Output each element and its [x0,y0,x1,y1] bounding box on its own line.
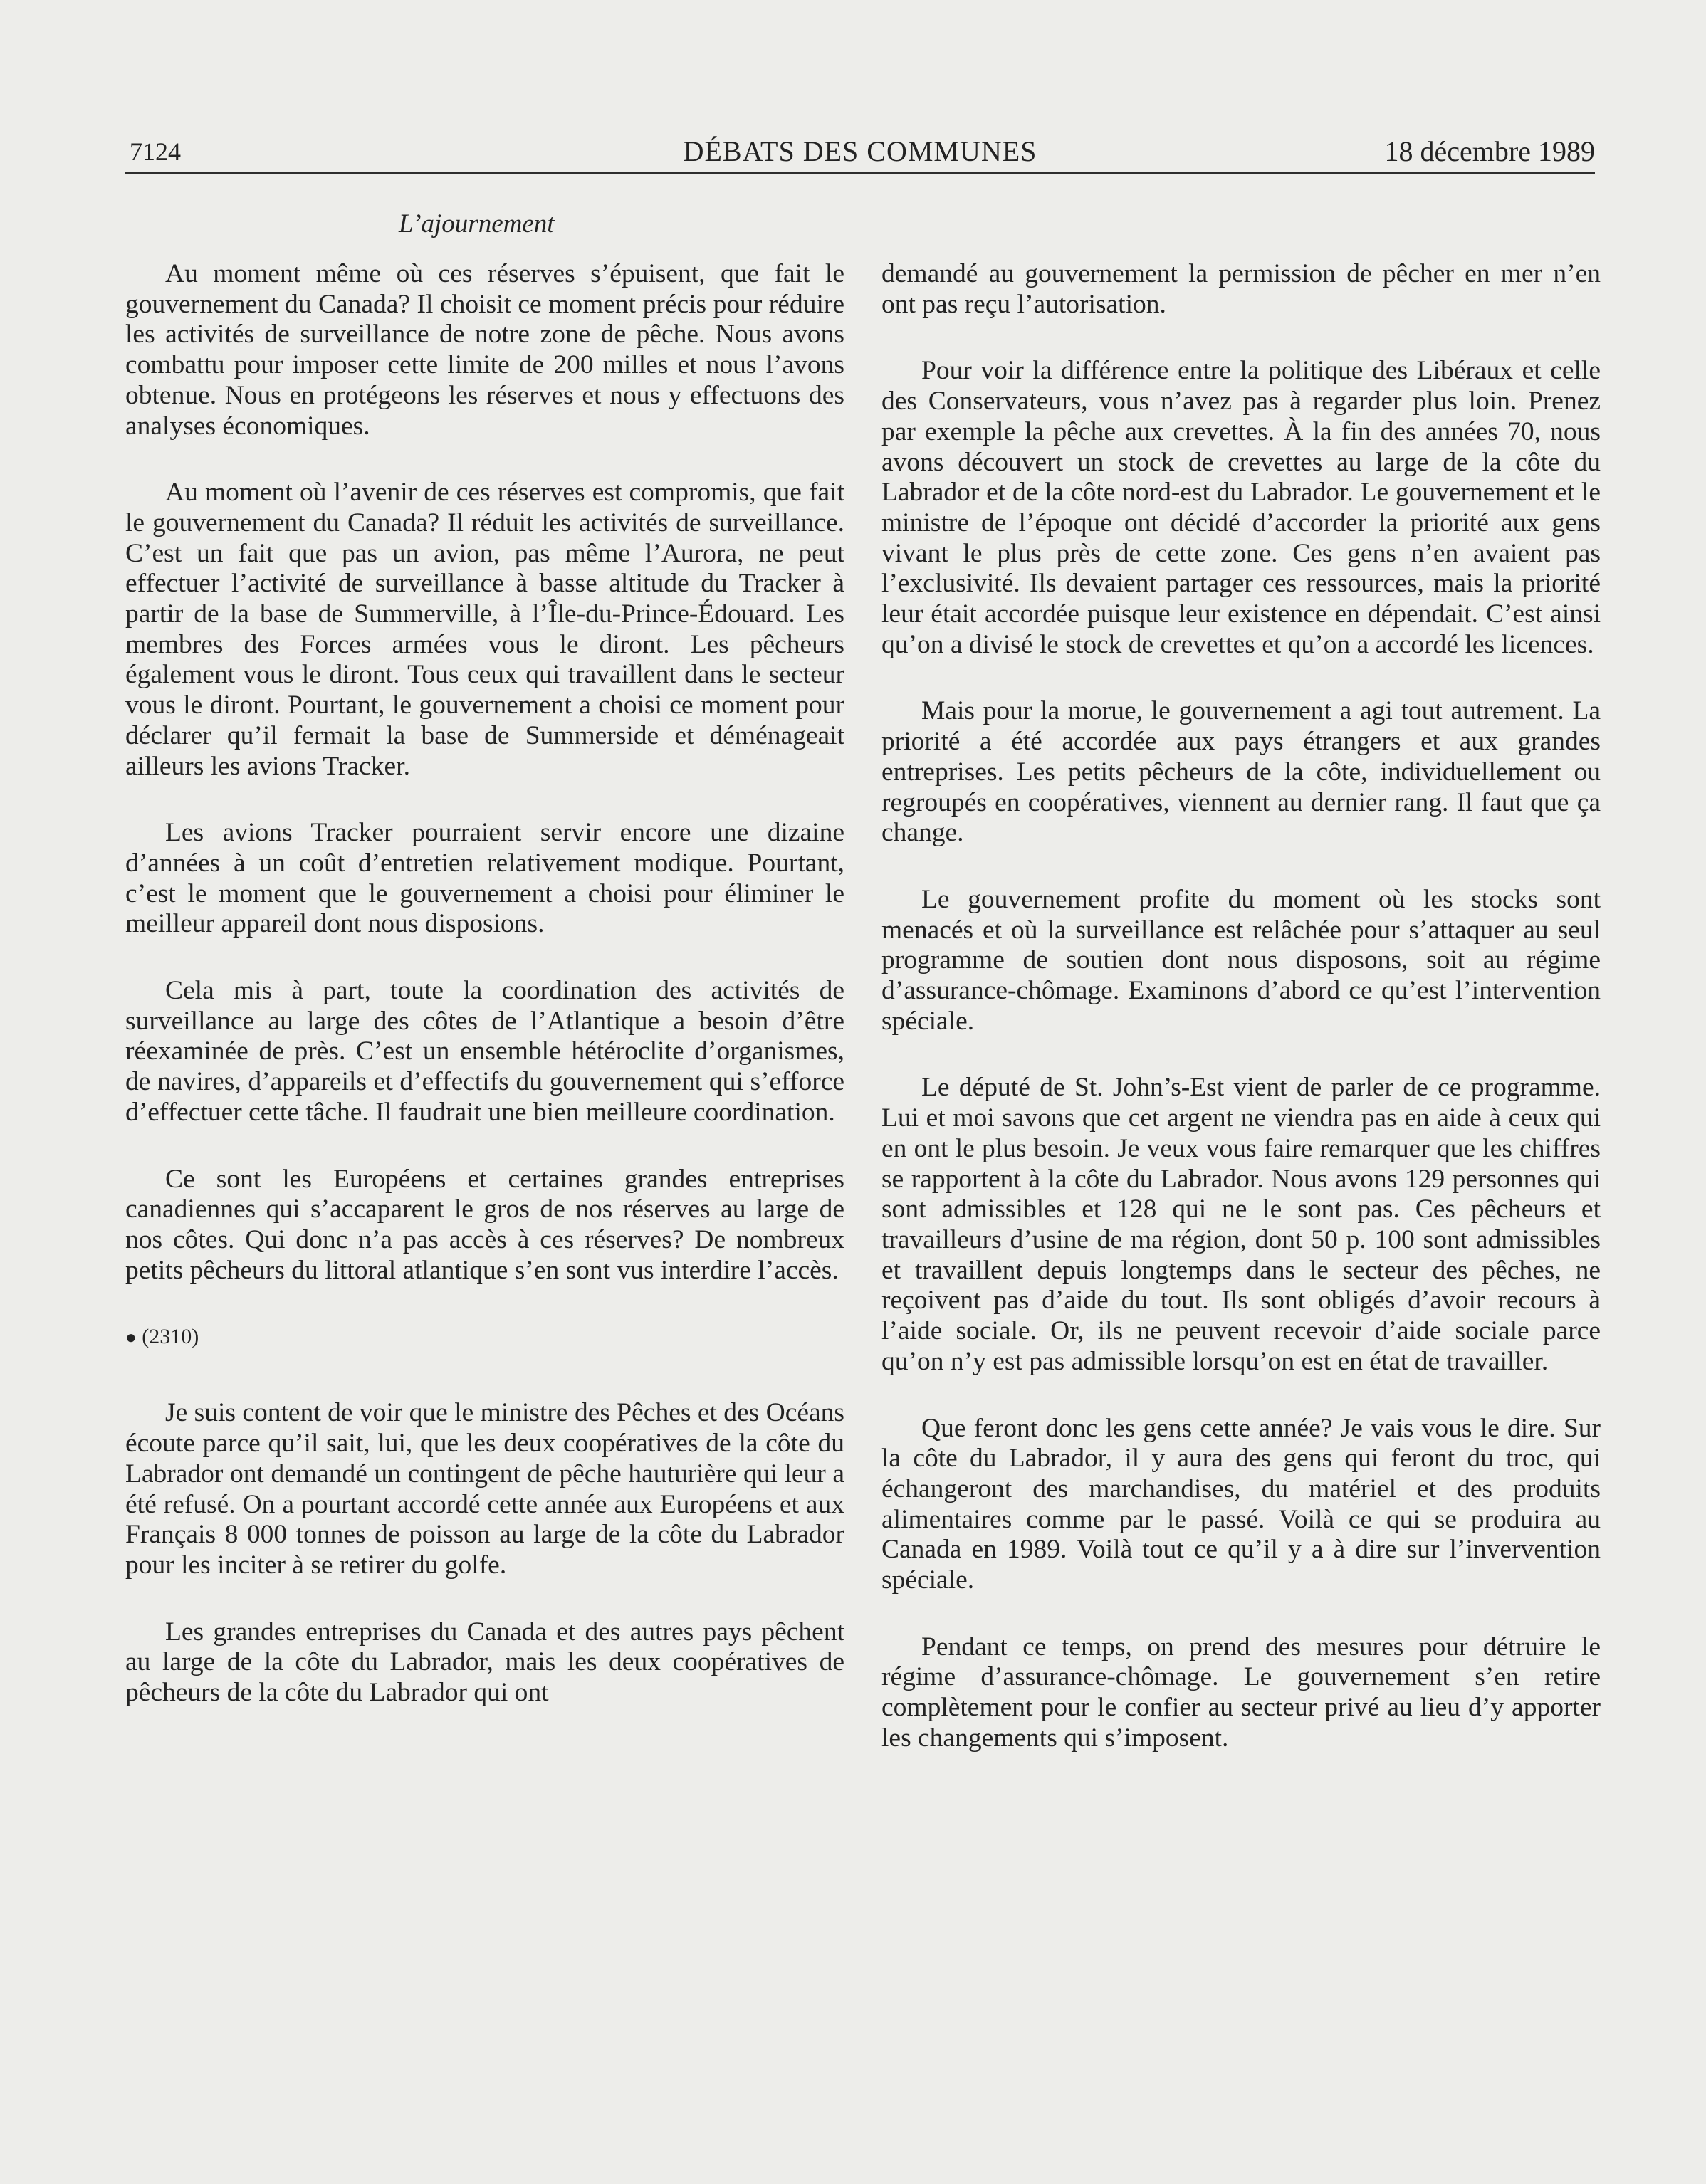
paragraph: Que feront donc les gens cette année? Je vais vous le dire. Sur la côte du Labrador, il y aura des gens qui feront du troc, qui échangeront des marchandises, du matériel et des produits alimentaires comme par le passé. Voilà ce qui se produira au Canada en 1989. Voilà tout ce qu’il y a à dire sur l’invervention spéciale. [881,1413,1601,1595]
paragraph: Les avions Tracker pourraient servir encore une dizaine d’années à un coût d’entretien relativement modique. Pourtant, c’est le moment que le gouvernement a choisi pour éliminer le meilleur appareil dont nous disposions. [125,818,844,939]
paragraph: Le gouvernement profite du moment où les stocks sont menacés et où la surveillance est relâchée pour s’attaquer au seul programme de soutien dont nous disposons, soit au régime d’assurance-chômage. Examinons d’abord ce qu’est l’intervention spéciale. [881,884,1601,1036]
paragraph: Le député de St. John’s-Est vient de parler de ce programme. Lui et moi savons que cet argent ne viendra pas en aide à ceux qui en ont le plus besoin. Je veux vous faire remarquer que les chiffres se rapportent à la côte du Labrador. Nous avons 129 personnes qui sont admissibles et 128 qui ne le sont pas. Ces pêcheurs et travailleurs d’usine de ma région, dont 50 p. 100 sont admissibles et travaillent depuis longtemps dans le secteur des pêches, ne reçoivent pas d’aide du tout. Ils sont obligés d’avoir recours à l’aide sociale. Or, ils ne peuvent recevoir d’aide sociale parce qu’on n’y est pas admissible lorsqu’on est en état de travailler. [881,1073,1601,1376]
time-marker-text: (2310) [142,1325,199,1349]
publication-title: DÉBATS DES COMMUNES [683,135,1037,167]
section-title: L’ajournement [399,209,555,238]
paragraph: Cela mis à part, toute la coordination des activités de surveillance au large des côtes de l’Atlantique a besoin d’être réexaminée de près. C’est un ensemble hétéroclite d’organismes, de navires, d’appareils et d’effectifs du gouvernement qui s’efforce d’effectuer cette tâche. Il faudrait une bien meilleure coordination. [125,976,844,1127]
bullet-icon: ● [125,1327,137,1348]
paragraph: Au moment où l’avenir de ces réserves est compromis, que fait le gouvernement du Canada? Il réduit les activités de surveillance. C’est un fait que pas un avion, pas même l’Aurora, ne peut effectuer l’activité de surveillance à basse altitude du Tracker à partir de la base de Summerville, à l’Île-du-Prince-Édouard. Les membres des Forces armées vous le diront. Les pêcheurs également vous le diront. Tous ceux qui travaillent dans le secteur vous le diront. Pourtant, le gouvernement a choisi ce moment pour déclarer qu’il fermait la base de Summerside et déménageait ailleurs les avions Tracker. [125,478,844,781]
paragraph-continuation: demandé au gouvernement la permission de pêcher en mer n’en ont pas reçu l’autorisation. [881,259,1601,319]
paragraph: Pour voir la différence entre la politique des Libéraux et celle des Conservateurs, vous n’avez pas à regarder plus loin. Prenez par exemple la pêche aux crevettes. À la fin des années 70, nous avons découvert un stock de crevettes au large de la côte du Labrador et de la côte nord-est du Labrador. Le gouvernement et le ministre de l’époque ont décidé d’accorder la priorité aux gens vivant le plus près de cette zone. Ces gens n’en avaient pas l’exclusivité. Ils devaient partager ces ressources, mais la priorité leur était accordée puisque leur existence en dépendait. C’est ainsi qu’on a divisé le stock de crevettes et qu’on a accordé les licences. [881,356,1601,659]
publication-date: 18 décembre 1989 [1384,135,1595,167]
left-column [125,259,844,1745]
page-number: 7124 [130,137,181,166]
paragraph: Mais pour la morue, le gouvernement a agi tout autrement. La priorité a été accordée aux pays étrangers et aux grandes entreprises. Les petits pêcheurs de la côte, individuellement ou regroupés en coopératives, viennent au dernier rang. Il faut que ça change. [881,696,1601,848]
paragraph: Les grandes entreprises du Canada et des autres pays pêchent au large de la côte du Labrador, mais les deux coopératives de pêcheurs de la côte du Labrador qui ont [125,1617,844,1708]
paragraph: Pendant ce temps, on prend des mesures pour détruire le régime d’assurance-chômage. Le gouvernement s’en retire complètement pour le confier au secteur privé au lieu d’y apporter les changements qui s’imposent. [881,1632,1601,1753]
time-marker [125,1322,844,1353]
header-rule [125,172,1595,174]
page-header [125,132,1595,172]
paragraph: Je suis content de voir que le ministre des Pêches et des Océans écoute parce qu’il sait, lui, que les deux coopératives de la côte du Labrador ont demandé un contingent de pêche hauturière qui leur a été refusé. On a pourtant accordé cette année aux Européens et aux Français 8 000 tonnes de poisson au large de la côte du Labrador pour les inciter à se retirer du golfe. [125,1398,844,1580]
right-column [881,259,1601,1790]
paragraph: Au moment même où ces réserves s’épuisent, que fait le gouvernement du Canada? Il choisit ce moment précis pour réduire les activités de surveillance de notre zone de pêche. Nous avons combattu pour imposer cette limite de 200 milles et nous l’avons obtenue. Nous en protégeons les réserves et nous y effectuons des analyses économiques. [125,259,844,441]
paragraph: Ce sont les Européens et certaines grandes entreprises canadiennes qui s’accaparent le gros de nos réserves au large de nos côtes. Qui donc n’a pas accès à ces réserves? De nombreux petits pêcheurs du littoral atlantique s’en sont vus interdire l’accès. [125,1164,844,1285]
